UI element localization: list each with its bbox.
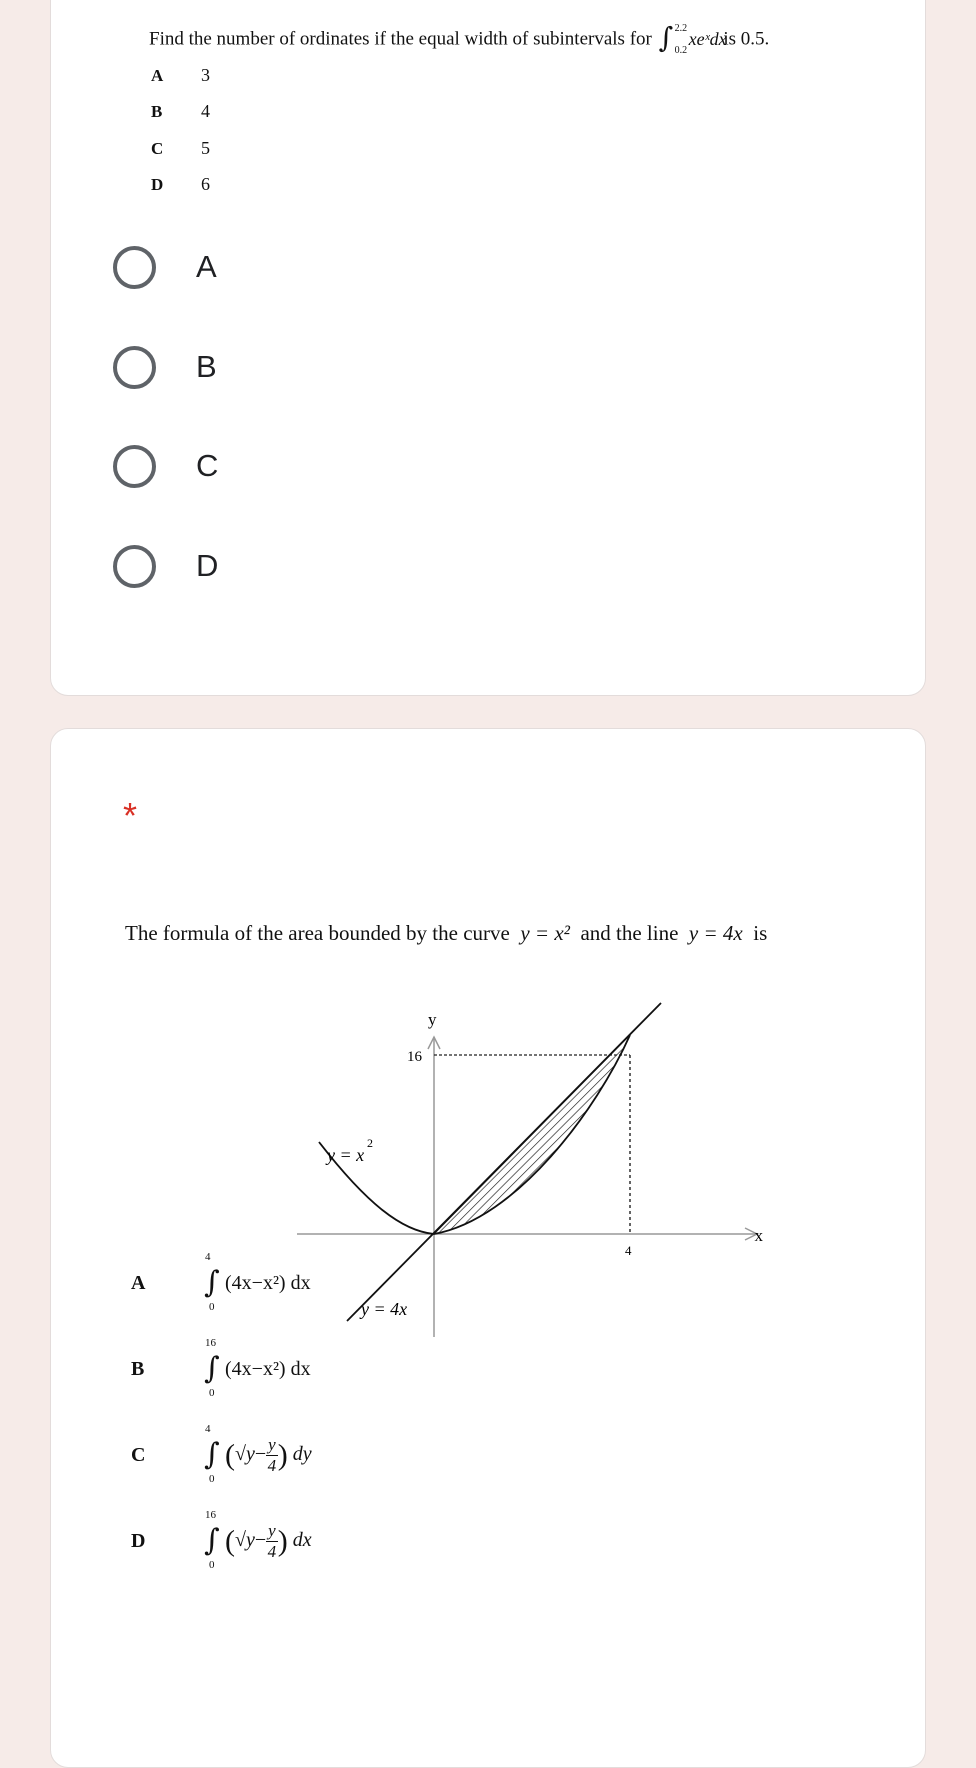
question-2-text — [125, 921, 767, 946]
fraction — [266, 1435, 278, 1476]
upper-limit: 16 — [205, 1509, 216, 1521]
radio-choice-d[interactable] — [113, 536, 218, 596]
integrand: xeˣdx — [688, 29, 727, 49]
curve-label: y = x — [327, 1145, 365, 1165]
answer-expression: (4x−x²) dx — [225, 1271, 311, 1294]
sqrt-term: √y — [235, 1528, 255, 1551]
answer-letter: D — [131, 1529, 146, 1552]
answer-letter: B — [131, 1357, 145, 1380]
question-card-1 — [50, 0, 926, 696]
integral-upper-limit: 2.2 — [674, 23, 688, 34]
answer-letter: C — [131, 1443, 146, 1466]
curve-label-exponent: 2 — [367, 1136, 373, 1150]
question-1-integral: ∫ 2.2 0.2 xeˣdx — [658, 21, 727, 56]
y-axis-label: y — [428, 1010, 437, 1029]
radio-button[interactable] — [113, 445, 156, 488]
radio-button[interactable] — [113, 246, 156, 289]
x-axis-label: x — [754, 1226, 763, 1245]
question-1-text-after: is 0.5. — [723, 28, 770, 50]
option-row-d — [151, 174, 210, 195]
required-marker: * — [123, 795, 138, 836]
option-row-c — [151, 138, 210, 159]
fraction-numerator: y — [268, 1520, 276, 1540]
answer-row-b — [131, 1339, 311, 1399]
line-label: y = 4x — [361, 1299, 408, 1319]
fraction-denominator: 4 — [267, 1541, 277, 1561]
integral-sign: ∫ 16 0 — [204, 1509, 220, 1571]
answer-row-a — [131, 1253, 311, 1313]
answer-expression: (√y− $\frac{y}{4}$ ) dy — [225, 1434, 312, 1475]
question-1-text — [149, 21, 770, 56]
option-value: 5 — [201, 138, 210, 158]
option-value: 3 — [201, 65, 210, 85]
radio-label: A — [196, 249, 217, 284]
integral-sign: ∫ 4 0 — [204, 1251, 220, 1313]
question-card-2 — [50, 728, 926, 1768]
radio-choice-c[interactable] — [113, 436, 218, 496]
lower-limit: 0 — [209, 1559, 215, 1571]
curve-equation: y = x² — [520, 921, 570, 945]
y-tick-label: 16 — [407, 1049, 422, 1065]
option-row-a — [151, 65, 210, 86]
line-equation: y = 4x — [688, 921, 743, 945]
option-letter: B — [151, 102, 163, 121]
radio-choice-a[interactable] — [113, 237, 217, 297]
fraction — [266, 1521, 278, 1562]
radio-label: B — [196, 349, 217, 384]
lower-limit: 0 — [209, 1301, 215, 1313]
minus-sign: − — [254, 1442, 267, 1465]
answer-expression: (4x−x²) dx — [225, 1357, 311, 1380]
differential: dx — [292, 1528, 312, 1551]
radio-choice-b[interactable] — [113, 337, 217, 397]
integral-lower-limit: 0.2 — [674, 45, 688, 56]
option-row-b — [151, 101, 210, 122]
answer-row-d — [131, 1511, 312, 1571]
answer-expression: (√y− $\frac{y}{4}$ ) dx — [225, 1520, 312, 1561]
radio-label: D — [196, 548, 219, 583]
radio-button[interactable] — [113, 545, 156, 588]
option-letter: D — [151, 175, 164, 194]
option-letter: C — [151, 139, 164, 158]
integral-sign: ∫ 4 0 — [204, 1423, 220, 1485]
option-value: 4 — [201, 101, 210, 121]
question-2-text-b: and the line — [580, 921, 679, 945]
option-value: 6 — [201, 174, 210, 194]
line-y4x — [347, 1003, 661, 1321]
lower-limit: 0 — [209, 1473, 215, 1485]
upper-limit: 4 — [205, 1251, 211, 1263]
fraction-denominator: 4 — [267, 1455, 277, 1475]
question-2-text-a: The formula of the area bounded by the curve — [125, 921, 510, 945]
fraction-numerator: y — [268, 1434, 276, 1454]
differential: dy — [292, 1442, 312, 1465]
upper-limit: 4 — [205, 1423, 211, 1435]
sqrt-term: √y — [235, 1442, 255, 1465]
radio-label: C — [196, 448, 219, 483]
answer-letter: A — [131, 1271, 146, 1294]
question-1-text-before: Find the number of ordinates if the equal width of subintervals for — [149, 28, 652, 50]
radio-button[interactable] — [113, 346, 156, 389]
question-2-text-c: is — [753, 921, 768, 945]
upper-limit: 16 — [205, 1337, 216, 1349]
x-tick-label: 4 — [625, 1243, 632, 1258]
minus-sign: − — [254, 1528, 267, 1551]
integral-sign: ∫ 16 0 — [204, 1337, 220, 1399]
option-letter: A — [151, 66, 164, 85]
answer-row-c — [131, 1425, 312, 1485]
lower-limit: 0 — [209, 1387, 215, 1399]
